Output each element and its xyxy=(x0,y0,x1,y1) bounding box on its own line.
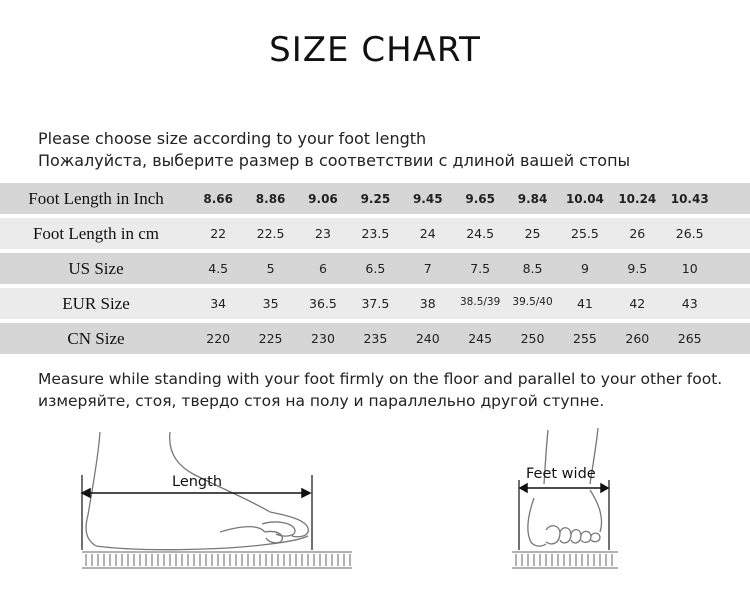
table-cell: 9.5 xyxy=(627,261,648,276)
table-cell: 26.5 xyxy=(675,226,704,241)
table-cell: 26 xyxy=(629,226,646,241)
table-cell: 10.43 xyxy=(670,191,709,206)
table-cell: 220 xyxy=(206,331,231,346)
table-cell: 23 xyxy=(315,226,331,241)
row-label: EUR Size xyxy=(62,293,130,313)
table-cell: 8.5 xyxy=(522,261,543,276)
table-cell: 250 xyxy=(520,331,545,346)
table-row xyxy=(0,183,750,214)
front-foot-drawing xyxy=(528,428,602,546)
table-cell: 9.65 xyxy=(465,191,495,206)
table-cell: 260 xyxy=(625,331,650,346)
table-cell: 38 xyxy=(419,296,436,311)
size-table xyxy=(0,183,750,358)
table-cell: 24.5 xyxy=(466,226,495,241)
row-label: CN Size xyxy=(67,328,125,348)
table-row xyxy=(0,253,750,284)
note-line-russian: измеряйте, стоя, твердо стоя на полу и параллельно другой ступне. xyxy=(38,392,605,410)
table-cell: 34 xyxy=(210,296,227,311)
intro-line-english: Please choose size according to your foot length xyxy=(38,129,427,148)
width-arrow xyxy=(519,480,609,550)
table-cell: 38.5/39 xyxy=(460,296,501,308)
table-row xyxy=(0,218,750,249)
table-cell: 36.5 xyxy=(309,296,337,311)
table-cell: 35 xyxy=(262,296,279,311)
table-cell: 6 xyxy=(319,261,327,276)
table-cell: 225 xyxy=(258,331,283,346)
row-label: US Size xyxy=(68,258,124,278)
row-label: Foot Length in Inch xyxy=(28,188,164,208)
table-cell: 22.5 xyxy=(256,226,285,241)
table-cell: 8.66 xyxy=(203,191,233,206)
table-cell: 39.5/40 xyxy=(512,296,553,308)
table-cell: 255 xyxy=(573,331,597,346)
table-cell: 41 xyxy=(576,296,593,311)
intro-text xyxy=(38,128,630,172)
side-foot-drawing xyxy=(86,432,308,550)
table-cell: 10.04 xyxy=(565,191,604,206)
table-cell: 7.5 xyxy=(470,261,491,276)
intro-line-russian: Пожалуйста, выберите размер в соответствии с длиной вашей стопы xyxy=(38,151,631,170)
table-cell: 245 xyxy=(468,331,493,346)
table-cell: 10 xyxy=(681,261,698,276)
table-cell: 37.5 xyxy=(361,296,390,311)
table-cell: 4.5 xyxy=(208,261,229,276)
feet-wide-label: Feet wide xyxy=(526,466,596,482)
table-cell: 235 xyxy=(363,331,388,346)
table-cell: 25 xyxy=(524,226,541,241)
front-ruler xyxy=(512,552,618,568)
measure-note xyxy=(38,368,722,412)
row-label: Foot Length in cm xyxy=(32,223,160,243)
side-ruler xyxy=(82,552,352,568)
table-cell: 43 xyxy=(681,296,698,311)
table-cell: 9.84 xyxy=(517,191,548,206)
table-cell: 6.5 xyxy=(365,261,386,276)
table-cell: 240 xyxy=(415,331,440,346)
note-line-english: Measure while standing with your foot firmly on the floor and parallel to your other foot. xyxy=(38,370,723,388)
table-cell: 7 xyxy=(423,261,432,276)
table-cell: 24 xyxy=(419,226,436,241)
page-title: SIZE CHART xyxy=(269,30,481,70)
table-cell: 10.24 xyxy=(618,191,657,206)
table-cell: 22 xyxy=(210,226,227,241)
table-cell: 25.5 xyxy=(571,226,599,241)
table-cell: 265 xyxy=(677,331,702,346)
foot-measure-illustration xyxy=(0,420,750,613)
table-cell: 5 xyxy=(266,261,275,276)
table-cell: 9 xyxy=(580,261,589,276)
table-cell: 9.25 xyxy=(360,191,391,206)
table-cell: 9.45 xyxy=(412,191,443,206)
table-cell: 8.86 xyxy=(255,191,286,206)
table-cell: 230 xyxy=(311,331,335,346)
length-label: Length xyxy=(172,474,223,490)
table-cell: 42 xyxy=(629,296,646,311)
table-row xyxy=(0,288,750,319)
table-row xyxy=(0,323,750,354)
table-cell: 23.5 xyxy=(361,226,390,241)
table-cell: 9.06 xyxy=(308,191,338,206)
